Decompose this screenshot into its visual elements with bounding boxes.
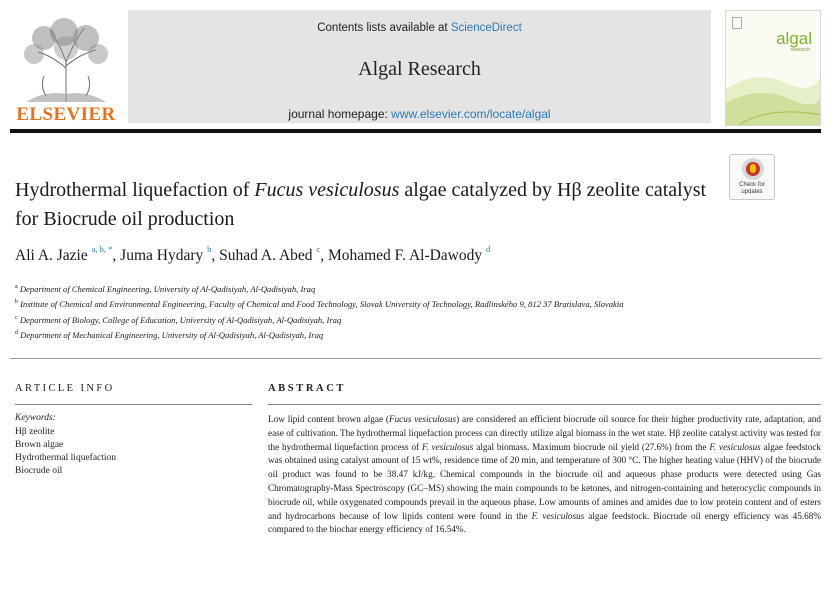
keyword-item[interactable]: Brown algae xyxy=(15,440,64,450)
author-affiliation-marks[interactable]: c xyxy=(316,244,321,254)
affiliation-item xyxy=(15,281,775,296)
contents-availability xyxy=(128,22,711,34)
affiliation-text: Department of Mechanical Engineering, University of Al-Qadisiyah, Al-Qadisiyah, Iraq xyxy=(20,329,324,340)
affiliation-text: Institute of Chemical and Environmental Engineering, Faculty of Chemical and Food Technology, Slovak University of Technology, Radlinského 9, 812 37 Bratislava, Slovakia xyxy=(20,299,624,310)
author-list: Ali A. Jazie $^{a, b, *}$, Juma Hydary $^b$, Suhad A. Abed $^c$, Mohamed F. Al-Dawody $^d$ xyxy=(15,244,491,265)
affiliation-item xyxy=(15,312,775,327)
elsevier-wordmark: ELSEVIER xyxy=(16,104,116,125)
article-info-heading: ARTICLE INFO xyxy=(15,383,115,394)
sciencedirect-link[interactable]: ScienceDirect xyxy=(450,22,522,34)
author-name[interactable]: Ali A. Jazie xyxy=(15,247,88,265)
affiliation-text: Department of Biology, College of Education, University of Al-Qadisiyah, Al-Qadisiyah, Iraq xyxy=(19,314,342,325)
abstract-segment: algae feedstock. Biocrude oil energy efficiency was 45.68% compared to the biochar energy efficiency of 16.54%. xyxy=(268,510,821,535)
abstract-heading: ABSTRACT xyxy=(268,383,346,394)
abstract-species: Fucus vesiculosus xyxy=(388,414,457,424)
keyword-item[interactable]: Hydrothermal liquefaction xyxy=(15,453,117,463)
affiliation-item xyxy=(15,327,775,342)
check-for-updates-label: Check for updates xyxy=(739,182,765,195)
keywords-label: Keywords: xyxy=(15,413,56,423)
abstract-body xyxy=(268,413,821,537)
affiliation-mark: d xyxy=(15,329,18,336)
abstract-segment: algae feedstock was obtained using catalyst amount of 15 wt%, residence time of 20 min, and temperature of 300 °C. The higher heating value (HHV) of the biocrude oil product was found to be 38.47 kJ/kg. Chemical compounds in the biocrude oil and aqueous phase products were detected using Gas Chromatography-Mass Spectroscopy (GC–MS) showing the main compounds to be ketones, and nitrogen-containing and heterocyclic compounds in biocrude oil, while oxygenated compounds prevail in the aqueous phase. Low amounts of amines and amides due to low protein content and of esters and hydrocarbons because of low lipids content were found in the xyxy=(268,441,821,521)
keyword-item[interactable]: Hβ zeolite xyxy=(15,427,55,437)
elsevier-logo[interactable] xyxy=(10,10,122,126)
homepage-prefix: journal homepage: xyxy=(288,107,392,121)
title-part-1: Hydrothermal liquefaction of xyxy=(15,179,255,201)
elsevier-tree-icon xyxy=(16,16,116,102)
title-part-2: algae catalyzed by Hβ zeolite catalyst for Biocrude oil production xyxy=(15,179,707,230)
journal-homepage xyxy=(128,107,711,121)
affiliation-item xyxy=(15,296,775,311)
affiliation-mark: c xyxy=(15,314,18,321)
journal-cover[interactable] xyxy=(725,10,821,126)
check-for-updates-badge[interactable] xyxy=(729,154,775,200)
journal-banner xyxy=(128,10,711,123)
affiliation-list xyxy=(15,281,775,342)
affiliation-text: Department of Chemical Engineering, University of Al-Qadisiyah, Al-Qadisiyah, Iraq xyxy=(19,283,316,294)
affiliation-mark: a xyxy=(15,284,18,290)
author-name[interactable]: Mohamed F. Al-Dawody xyxy=(327,247,483,265)
abstract-species: F. vesiculosus xyxy=(421,441,474,452)
keyword-item[interactable]: Biocrude oil xyxy=(15,466,63,476)
author-affiliation-marks[interactable]: b xyxy=(207,244,212,254)
abstract-segment: algal biomass. Maximum biocrude oil yield (27.6%) from the xyxy=(473,441,710,452)
journal-name: Algal Research xyxy=(358,58,481,80)
abstract-segment: Low lipid content brown algae ( xyxy=(268,414,389,424)
abstract-species: F. vesiculosus xyxy=(709,441,761,452)
homepage-link[interactable]: www.elsevier.com/locate/algal xyxy=(391,107,551,121)
article-info-divider xyxy=(15,404,252,405)
contents-prefix: Contents lists available at xyxy=(317,22,451,34)
author-name[interactable]: Suhad A. Abed xyxy=(219,247,313,265)
abstract-segment: ) are considered an efficient biocrude oil source for their higher productivity rate, adaptation, and ease of cultivation. The hydrothermal liquefaction process can directly utilize algal biomass in the wet state. Hβ zeolite catalyst activity was tested for the hydrothermal liquefaction process of xyxy=(268,414,821,452)
title-species: Fucus vesiculosus xyxy=(254,179,400,201)
cover-title: algal xyxy=(776,29,812,48)
abstract-divider xyxy=(268,404,821,405)
article-title xyxy=(15,176,715,234)
cover-subtitle: research xyxy=(790,47,810,53)
author-affiliation-marks[interactable]: d xyxy=(486,244,491,254)
author-affiliation-marks[interactable]: a, b, * xyxy=(91,244,113,254)
header-divider xyxy=(10,129,821,133)
section-divider xyxy=(10,358,821,359)
affiliation-mark: b xyxy=(15,299,18,306)
keyword-list xyxy=(15,426,116,478)
update-check-icon xyxy=(742,158,764,180)
author-name[interactable]: Juma Hydary xyxy=(120,247,204,265)
abstract-species: F. vesiculosus xyxy=(531,510,585,521)
